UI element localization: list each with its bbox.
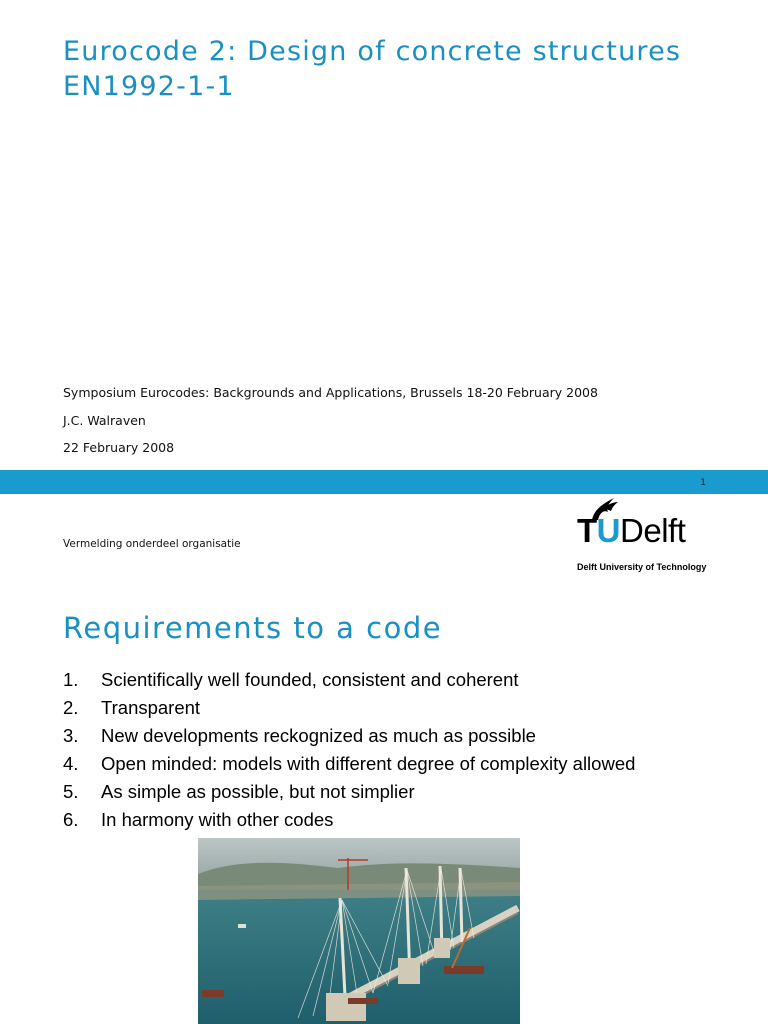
- list-item: 4. Open minded: models with different degree of complexity allowed: [63, 753, 636, 774]
- author-text: J.C. Walraven: [63, 413, 146, 428]
- title-line-1: Eurocode 2: Design of concrete structures: [63, 36, 682, 67]
- footer-band: [0, 470, 768, 494]
- list-item: 2. Transparent: [63, 697, 201, 718]
- logo-subtitle: Delft University of Technology: [577, 562, 707, 572]
- date-text: 22 February 2008: [63, 440, 175, 455]
- slide-2-title: Requirements to a code: [63, 611, 443, 645]
- tudelft-logo: [574, 496, 724, 576]
- list-item: 3. New developments reckognized as much as possible: [63, 725, 536, 746]
- requirements-list: [63, 666, 635, 834]
- bridge-image: [198, 838, 520, 1024]
- list-item: 5. As simple as possible, but not simplier: [63, 781, 415, 802]
- organisation-line: Vermelding onderdeel organisatie: [63, 538, 241, 550]
- page-number: 1: [700, 478, 706, 488]
- event-text: Symposium Eurocodes: Backgrounds and Applications, Brussels 18-20 February 2008: [63, 385, 598, 400]
- list-item: 1. Scientifically well founded, consistent and coherent: [63, 669, 519, 690]
- title-line-2: EN1992-1-1: [63, 71, 235, 102]
- logo-wordmark: TUDelft: [577, 512, 686, 549]
- bridge-photo: [198, 838, 520, 1024]
- list-item: 6. In harmony with other codes: [63, 809, 334, 830]
- slide-title: [63, 34, 681, 104]
